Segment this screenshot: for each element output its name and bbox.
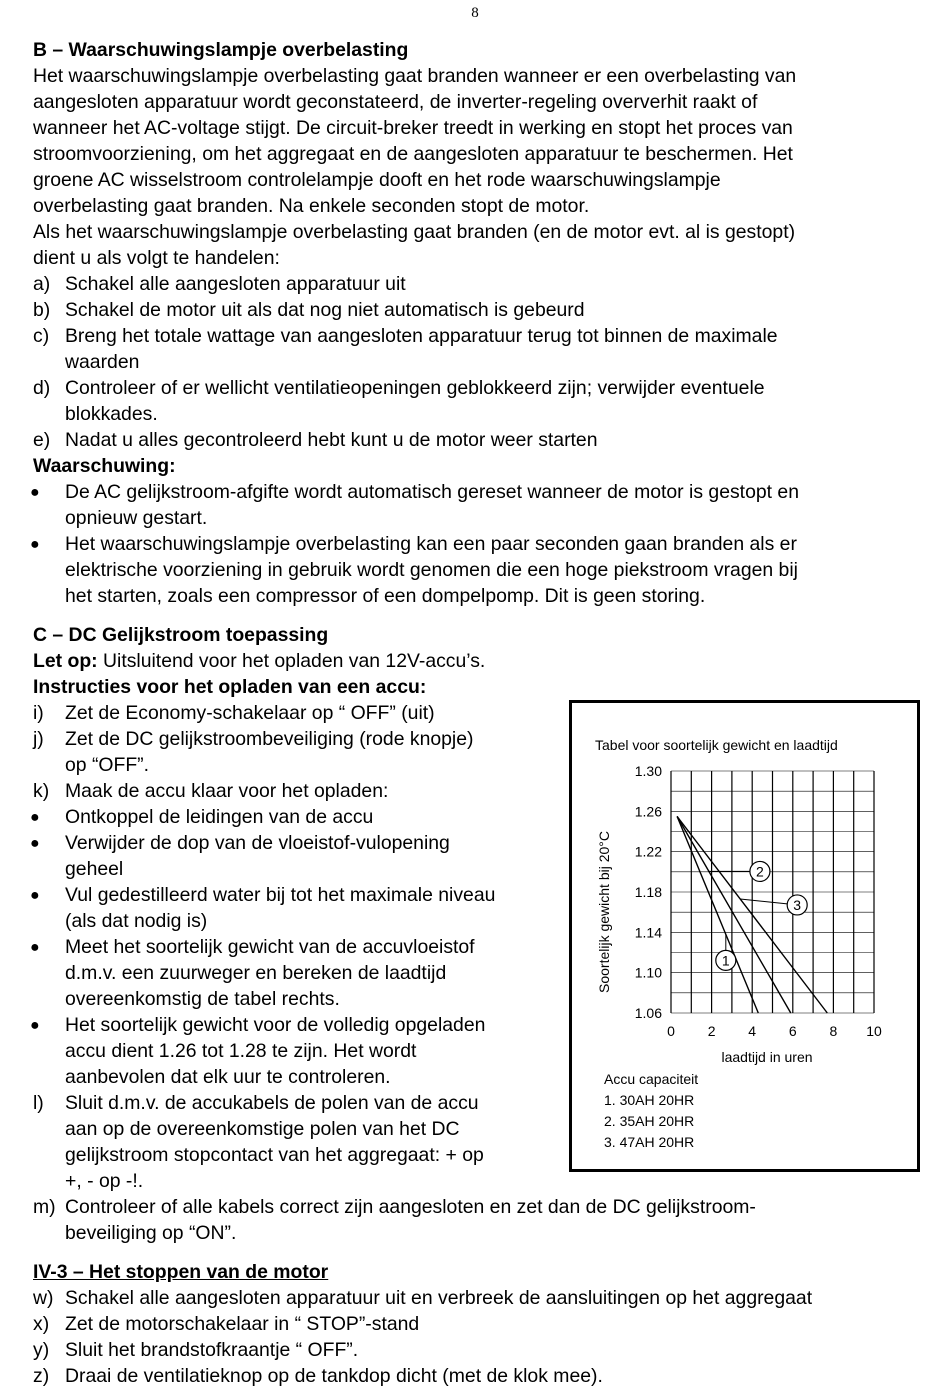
step-marker: l) [33,1092,44,1114]
warning-text: De AC gelijkstroom-afgifte wordt automatisch gereset wanneer de motor is gestopt en [65,481,799,503]
step-marker: d) [33,377,51,399]
series-line-2 [677,816,791,1013]
warning-heading: Waarschuwing: [33,455,176,477]
step-marker: m) [33,1196,56,1218]
charge-time-chart [569,700,920,1172]
y-tick-label: 1.26 [634,803,662,820]
y-tick-label: 1.10 [634,964,662,981]
step-text: blokkades. [65,403,158,425]
step-text: Schakel alle aangesloten apparatuur uit [65,273,406,295]
warning-text: Het waarschuwingslampje overbelasting kan een paar seconden gaan branden als er [65,533,797,555]
legend-entry: 3. 47AH 20HR [604,1134,695,1150]
x-tick-label: 2 [707,1023,716,1039]
y-tick-label: 1.22 [634,843,662,860]
step-marker: e) [33,429,51,451]
series-label: 1 [721,952,730,969]
step-marker: i) [33,702,44,724]
section-b-para-line: wanneer het AC-voltage stijgt. De circuit-breker treedt in werking en stopt het proces van [33,117,793,139]
bullet-text: overeenkomstig de tabel rechts. [65,988,340,1010]
note-line [33,648,485,674]
x-tick-label: 8 [829,1023,838,1039]
section-b-heading: B – Waarschuwingslampje overbelasting [33,39,409,61]
bullet-text: Verwijder de dop van de vloeistof-vulopening [65,832,450,854]
chart-title: Tabel voor soortelijk gewicht en laadtijd [595,737,838,753]
step-marker: z) [33,1365,50,1387]
note-label: Let op: [33,650,98,672]
step-text: Sluit het brandstofkraantje “ OFF”. [65,1339,359,1361]
step-text: Maak de accu klaar voor het opladen: [65,780,389,802]
note-text: Uitsluitend voor het opladen van 12V-accu’s. [97,650,486,672]
legend-entry: 1. 30AH 20HR [604,1092,695,1108]
bullet-icon: ● [30,536,40,553]
bullet-text: accu dient 1.26 tot 1.28 te zijn. Het wordt [65,1040,417,1062]
instructions-heading: Instructies voor het opladen van een accu: [33,676,427,698]
section-b-para-line: Het waarschuwingslampje overbelasting gaat branden wanneer er een overbelasting van [33,65,797,87]
step-text: Zet de motorschakelaar in “ STOP”-stand [65,1313,420,1335]
step-text: Controleer of alle kabels correct zijn aangesloten en zet dan de DC gelijkstroom- [65,1196,756,1218]
warning-text: opnieuw gestart. [65,507,208,529]
step-marker: x) [33,1313,50,1335]
section-b-para-line: overbelasting gaat branden. Na enkele seconden stopt de motor. [33,195,590,217]
step-text: Sluit d.m.v. de accukabels de polen van de accu [65,1092,479,1114]
bullet-text: Ontkoppel de leidingen van de accu [65,806,374,828]
step-marker: w) [33,1287,54,1309]
section-b-para-line: aangesloten apparatuur wordt geconstateerd, de inverter-regeling oververhit raakt of [33,91,758,113]
x-tick-label: 0 [667,1023,675,1039]
series-label: 2 [756,863,764,880]
step-text: gelijkstroom stopcontact van het aggregaat: + op [65,1144,484,1166]
legend-title: Accu capaciteit [604,1071,699,1087]
step-text: beveiliging op “ON”. [65,1222,237,1244]
bullet-text: Het soortelijk gewicht voor de volledig opgeladen [65,1014,486,1036]
step-text: Breng het totale wattage van aangesloten apparatuur terug tot binnen de maximale [65,325,778,347]
step-text: Zet de DC gelijkstroombeveiliging (rode knopje) [65,728,474,750]
step-text: Controleer of er wellicht ventilatieopeningen geblokkeerd zijn; verwijder eventuele [65,377,765,399]
step-text: +, - op -!. [65,1170,144,1192]
step-text: waarden [65,351,140,373]
bullet-text: d.m.v. een zuurweger en bereken de laadtijd [65,962,447,984]
step-marker: k) [33,780,50,802]
step-marker: c) [33,325,50,347]
warning-text: het starten, zoals een compressor of een dompelpomp. Dit is geen storing. [65,585,706,607]
y-tick-label: 1.14 [634,924,662,941]
step-marker: a) [33,273,51,295]
warning-text: elektrische voorziening in gebruik wordt genomen die een hoge piekstroom vragen bij [65,559,798,581]
series-line-1 [677,816,758,1013]
x-tick-label: 4 [748,1023,757,1039]
bullet-icon: ● [30,939,40,956]
bullet-icon: ● [30,835,40,852]
series-label-leader [740,899,787,904]
x-tick-label: 6 [788,1023,797,1039]
section-b-para-line: dient u als volgt te handelen: [33,247,280,269]
bullet-text: Meet het soortelijk gewicht van de accuvloeistof [65,936,475,958]
section-b-para-line: Als het waarschuwingslampje overbelasting gaat branden (en de motor evt. al is gestopt) [33,221,796,243]
step-text: aan op de overeenkomstige polen van het DC [65,1118,460,1140]
section-b-para-line: groene AC wisselstroom controlelampje dooft en het rode waarschuwingslampje [33,169,721,191]
bullet-icon: ● [30,1017,40,1034]
bullet-text: geheel [65,858,124,880]
chart-canvas [572,703,917,1169]
step-marker: j) [33,728,44,750]
step-text: op “OFF”. [65,754,150,776]
y-tick-label: 1.18 [634,884,662,900]
step-text: Nadat u alles gecontroleerd hebt kunt u de motor weer starten [65,429,598,451]
bullet-icon: ● [30,887,40,904]
bullet-text: (als dat nodig is) [65,910,208,932]
bullet-text: Vul gedestilleerd water bij tot het maximale niveau [65,884,496,906]
step-text: Schakel alle aangesloten apparatuur uit en verbreek de aansluitingen op het aggregaat [65,1287,813,1309]
y-tick-label: 1.30 [634,763,662,779]
bullet-icon: ● [30,484,40,501]
series-label: 3 [793,896,802,913]
section-b-para-line: stroomvoorziening, om het aggregaat en de aangesloten apparatuur te beschermen. Het [33,143,793,165]
step-marker: y) [33,1339,50,1361]
legend-entry: 2. 35AH 20HR [604,1113,695,1129]
bullet-text: aanbevolen dat elk uur te controleren. [65,1066,391,1088]
step-marker: b) [33,299,51,321]
chart-xlabel: laadtijd in uren [721,1049,813,1065]
section-iv3-heading: IV-3 – Het stoppen van de motor [33,1261,329,1283]
step-text: Schakel de motor uit als dat nog niet automatisch is gebeurd [65,299,585,321]
x-tick-label: 10 [866,1023,882,1039]
chart-ylabel: Soortelijk gewicht bij 20°C [596,830,612,993]
step-text: Draai de ventilatieknop op de tankdop dicht (met de klok mee). [65,1365,603,1387]
y-tick-label: 1.06 [634,1005,662,1021]
bullet-icon: ● [30,809,40,826]
step-text: Zet de Economy-schakelaar op “ OFF” (uit) [65,702,435,724]
page-number: 8 [471,5,479,21]
section-c-heading: C – DC Gelijkstroom toepassing [33,624,329,646]
